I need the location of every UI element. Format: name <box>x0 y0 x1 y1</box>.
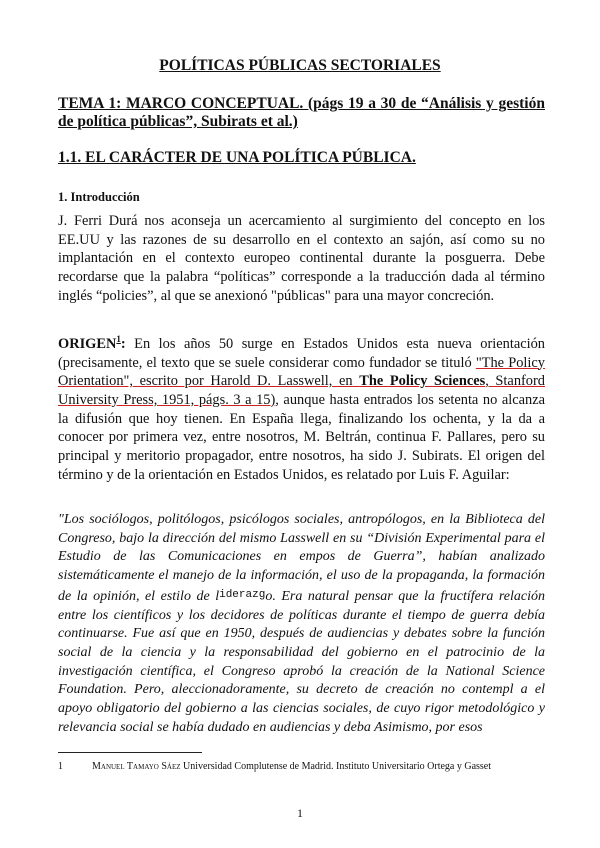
quote-text-a: "Los sociólogos, politólogos, psicólogos sociales, antropólogos, en la Biblioteca del Congreso, bajo la dirección del mismo Lasswell en su “División Experimental para el Estudio de las Comunicaciones en empos de Guerra”, habían analizado sistemáticamente el manejo de la información, el uso de la propaganda, la formación de la opinión, el estilo de l <box>58 512 545 604</box>
origin-text-a: En los años 50 surge en Estados Unidos esta nueva orientación (precisamente, el texto que se suele considerar como fundador se tituló <box>58 335 545 371</box>
origin-citation-a: "The Policy Orientation", escrito por Harold D. Lasswell, en <box>58 354 546 390</box>
footnote-number: 1 <box>58 761 63 772</box>
footnote-separator <box>58 752 202 753</box>
footnote-author: Manuel Tamayo Sáez <box>92 761 181 772</box>
section-heading: 1.1. EL CARÁCTER DE UNA POLÍTICA PÚBLICA. <box>58 149 416 166</box>
origin-citation-b: , Stanford University Press, 1951, págs. 3 a 15) <box>58 373 545 408</box>
intro-paragraph: J. Ferri Durá nos aconseja un acercamiento al surgimiento del concepto en los EE.UU y las razones de su desarrollo en el contexto an sajón, así como su no implantación en el contexto europeo continental durante la posguerra. Debe recordarse que la palabra “políticas” corresponde a la traducción dada al término inglés “policies”, al que se anexionó "públicas" para una mayor concreción. <box>58 213 545 304</box>
tema-heading: TEMA 1: MARCO CONCEPTUAL. (págs 19 a 30 de “Análisis y gestión de política públicas”, Subirats et al.) <box>58 95 545 130</box>
footnote <box>58 760 545 773</box>
origin-colon: : <box>120 335 126 352</box>
footnote-reference[interactable]: 1 <box>116 334 121 344</box>
quote-snippet: iderazg <box>219 588 266 601</box>
origin-label: ORIGEN <box>58 335 117 352</box>
quote-text-b: o. Era natural pensar que la fructífera relación entre los científicos y los decidores de políticas durante el tiempo de guerra debía continuarse. Fue así que en 1950, después de audiencias y debates sobre la función social de la ciencia y la responsabilidad del gobierno en el patrocinio de la investigación científica, el Congreso aprobó la creación de la National Science Foundation. Pero, aleccionadoramente, su decreto de creación no contempl a el apoyo obligatorio del gobierno a las ciencias sociales, de cuyo rigor metodológico y relevancia social se había dudado en audiencias y deba Asimismo, por esos <box>58 588 545 735</box>
page-number: 1 <box>297 806 303 820</box>
book-title: The Policy Sciences <box>359 373 486 390</box>
origin-text-b: , aunque hasta entrados los setenta no alcanza la difusión que hoy tienen. En España llega, finalizando los ochenta, y la da a conocer por primera vez, entre nosotros, M. Beltrán, continua F. Pallares, pero su principal y meritorio propagador, entre nosotros, ha sido J. Subirats. El origen del término y de la orientación en Estados Unidos, es relatado por Luis F. Aguilar: <box>58 391 545 483</box>
aguilar-quote <box>58 511 545 737</box>
document-title: POLÍTICAS PÚBLICAS SECTORIALES <box>159 57 441 74</box>
footnote-text: Universidad Complutense de Madrid. Instituto Universitario Ortega y Gasset <box>180 761 492 772</box>
origin-paragraph <box>58 330 545 484</box>
introduction-heading: 1. Introducción <box>58 190 140 204</box>
